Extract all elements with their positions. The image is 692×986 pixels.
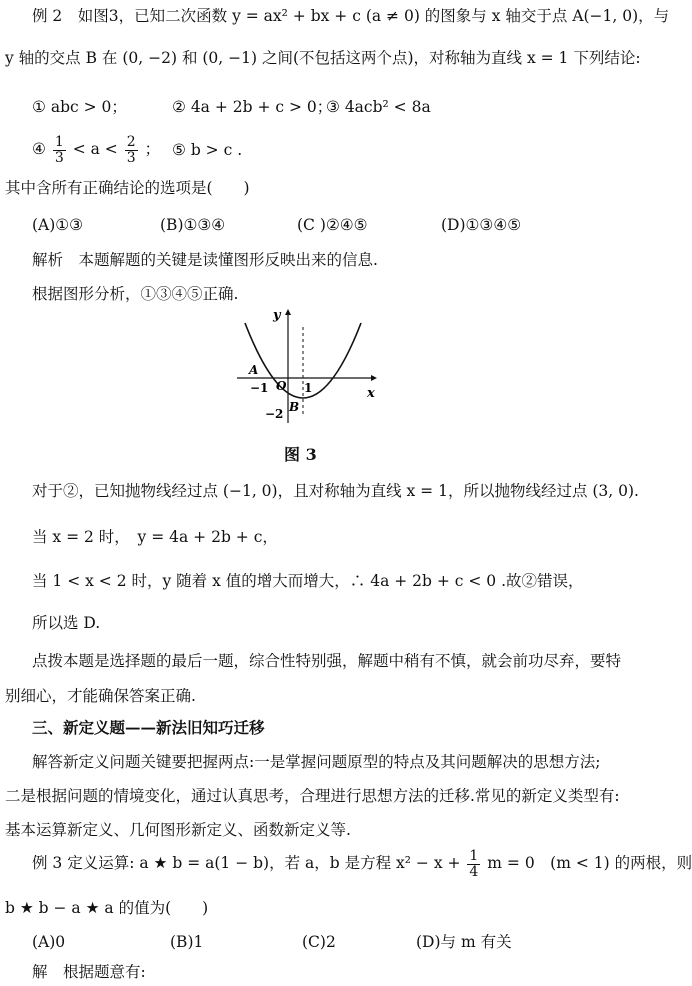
conclusion-3: ③ 4acb² < 8a bbox=[326, 98, 431, 116]
section-intro1: 解答新定义问题关键要把握两点:一是掌握问题原型的特点及其问题解决的思想方法; bbox=[32, 753, 601, 771]
comment-line1: 点拨本题是选择题的最后一题，综合性特别强，解题中稍有不慎，就会前功尽弃，要特 bbox=[32, 652, 622, 670]
x-axis-label: x bbox=[367, 386, 375, 401]
example3-option-b: (B)1 bbox=[170, 933, 204, 951]
example2-line2: y 轴的交点 B 在 (0, −2) 和 (0, −1) 之间(不包括这两个点)，对称轴为直线 x = 1 下列结论: bbox=[5, 49, 641, 67]
fraction-one-quarter bbox=[467, 849, 480, 880]
conclusion-4-inequality: < a < bbox=[72, 140, 118, 158]
fraction-denominator: 3 bbox=[126, 149, 136, 166]
example3-question: b ★ b − a ★ a 的值为( ) bbox=[5, 899, 209, 917]
figure-caption: 图 3 bbox=[284, 445, 317, 464]
answer-line: 所以选 D. bbox=[32, 614, 101, 632]
example3-option-d: (D)与 m 有关 bbox=[416, 933, 512, 951]
analysis-line: 解析 本题解题的关键是读懂图形反映出来的信息. bbox=[32, 251, 378, 269]
example3-option-a: (A)0 bbox=[32, 933, 66, 951]
example2-line1: 例 2 如图3，已知二次函数 y = ax² + bx + c (a ≠ 0) 的图象与 x 轴交于点 A(−1, 0)，与 bbox=[32, 7, 670, 25]
parabola-figure bbox=[225, 305, 385, 430]
example3-option-c: (C)2 bbox=[302, 933, 336, 951]
analysis-increasing: 当 1 < x < 2 时，y 随着 x 值的增大而增大，∴ 4a + 2b + c < 0 .故②错误， bbox=[32, 572, 584, 590]
y-axis-label: y bbox=[273, 308, 281, 323]
point-a-label: A bbox=[249, 363, 259, 377]
origin-label: O bbox=[276, 379, 287, 393]
fraction-denominator: 4 bbox=[469, 863, 479, 880]
conclusion-1: ① abc > 0； bbox=[32, 98, 127, 116]
option-b: (B)①③④ bbox=[160, 216, 226, 234]
example3-definition: 例 3 定义运算: a ★ b = a(1 − b)，若 a，b 是方程 x² − x + bbox=[32, 854, 461, 872]
solution-start: 解 根据题意有: bbox=[32, 963, 146, 981]
tick-1-label: 1 bbox=[304, 381, 313, 395]
tick-neg2-label: −2 bbox=[265, 407, 284, 421]
section-heading: 三、新定义题——新法旧知巧迁移 bbox=[32, 718, 265, 737]
conclusion-4 bbox=[32, 133, 160, 166]
x-axis-arrow bbox=[371, 375, 377, 381]
fraction-denominator: 3 bbox=[54, 149, 64, 166]
analysis-x-equals-2: 当 x = 2 时， y = 4a + 2b + c， bbox=[32, 528, 278, 546]
section-intro2: 二是根据问题的情境变化，通过认真思考，合理进行思想方法的迁移.常见的新定义类型有: bbox=[5, 787, 620, 805]
question-stem: 其中含所有正确结论的选项是( ) bbox=[5, 179, 250, 197]
conclusion-2: ② 4a + 2b + c > 0； bbox=[172, 98, 333, 116]
fraction-two-thirds bbox=[125, 135, 138, 166]
y-axis-arrow bbox=[285, 309, 291, 315]
fraction-numerator: 1 bbox=[54, 133, 64, 150]
option-a: (A)①③ bbox=[32, 216, 84, 234]
option-d: (D)①③④⑤ bbox=[441, 216, 522, 234]
section-intro3: 基本运算新定义、几何图形新定义、函数新定义等. bbox=[5, 821, 351, 839]
analysis-result: 根据图形分析，①③④⑤正确. bbox=[32, 285, 239, 303]
point-b-label: B bbox=[289, 400, 300, 414]
option-c: (C )②④⑤ bbox=[297, 216, 368, 234]
example3-condition: m = 0 (m < 1) 的两根，则 bbox=[487, 854, 692, 872]
conclusion-5: ⑤ b > c . bbox=[172, 141, 243, 159]
comment-line2: 别细心，才能确保答案正确. bbox=[5, 687, 196, 705]
conclusion-4-marker: ④ bbox=[32, 140, 46, 158]
fraction-one-third bbox=[53, 135, 66, 166]
fraction-numerator: 1 bbox=[469, 847, 479, 864]
analysis-part2: 对于②，已知抛物线经过点 (−1, 0)，且对称轴为直线 x = 1，所以抛物线经过点 (3, 0). bbox=[32, 482, 639, 500]
example3-line1 bbox=[32, 847, 692, 880]
fraction-numerator: 2 bbox=[126, 133, 136, 150]
tick-neg1-label: −1 bbox=[250, 381, 269, 395]
conclusion-4-end: ； bbox=[144, 140, 161, 158]
